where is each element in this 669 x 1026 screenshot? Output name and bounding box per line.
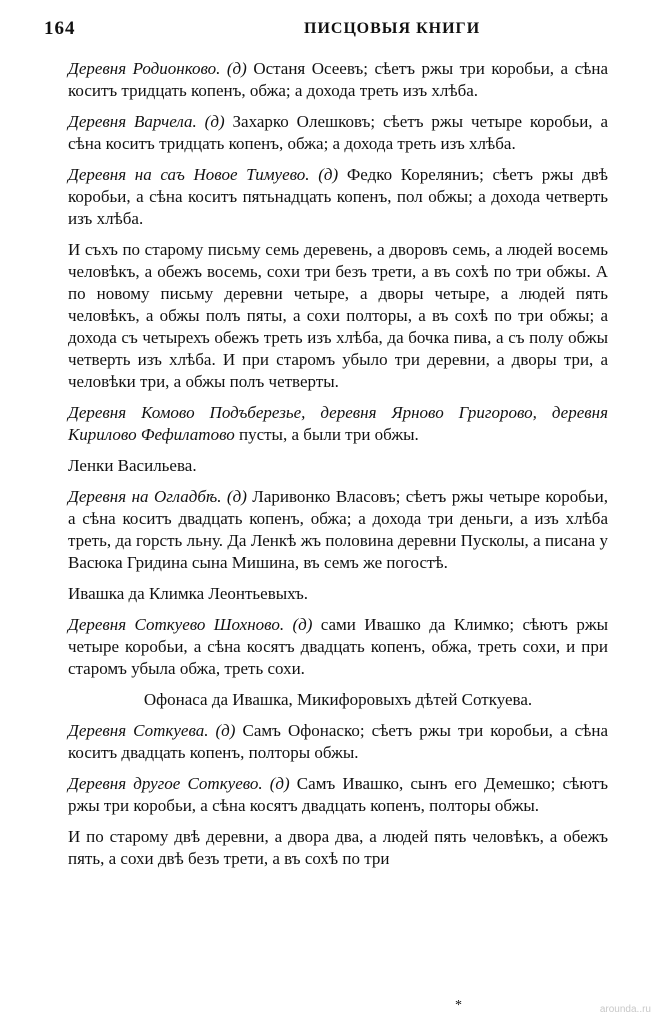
entry-text: Федко Кореляниъ; сѣетъ ржы двѣ коробьи, а сѣна коситъ пятьнадцать копенъ, пол обжы; а дохода четверть изъ хлѣба. <box>68 165 608 228</box>
page-body <box>68 58 608 879</box>
entry-heading: Деревня другое Соткуево. (д) <box>68 774 290 793</box>
entry-rodionkovo <box>68 58 608 102</box>
page-header <box>44 18 625 42</box>
footer-signature-mark: * <box>455 998 462 1013</box>
entry-heading: Деревня Соткуева. (д) <box>68 721 236 740</box>
entry-sotkuevo-shokhnovo <box>68 614 608 680</box>
entry-ogladb <box>68 486 608 574</box>
entry-sotkueva <box>68 720 608 764</box>
entry-empty-villages <box>68 402 608 446</box>
entry-heading: Деревня Родионково. (д) <box>68 59 247 78</box>
running-head: ПИСЦОВЫЯ КНИГИ <box>304 20 481 37</box>
entry-heading: Деревня Комово Подъберезье, деревня Ярново Григорово, деревня Кирилово Фефилатово <box>68 403 608 444</box>
entry-text: Самъ Ивашко, сынъ его Демешко; сѣютъ ржы три коробьи, а сѣна косятъ двадцать копенъ, полторы обжы. <box>68 774 608 815</box>
entry-text: Останя Осеевъ; сѣетъ ржы три коробьи, а сѣна коситъ тридцать копенъ, обжа; а дохода треть изъ хлѣба. <box>68 59 608 100</box>
owner-heading-leontievykh: Ивашка да Климка Леонтьевыхъ. <box>68 584 309 603</box>
entry-heading: Деревня Соткуево Шохново. (д) <box>68 615 313 634</box>
entry-novoe-timuevo <box>68 164 608 230</box>
entry-text: Самъ Офонаско; сѣетъ ржы три коробьи, а сѣна коситъ двадцать копенъ, полторы обжы. <box>68 721 608 762</box>
page-number: 164 <box>44 18 76 39</box>
entry-text: пусты, а были три обжы. <box>234 425 419 444</box>
owner-heading-lenka: Ленки Васильева. <box>68 456 197 475</box>
entry-heading: Деревня на саъ Новое Тимуево. (д) <box>68 165 339 184</box>
entry-heading: Деревня на Огладбѣ. (д) <box>68 487 247 506</box>
entry-heading: Деревня Варчела. (д) <box>68 112 225 131</box>
entry-varchela <box>68 111 608 155</box>
entry-drugoe-sotkuevo <box>68 773 608 817</box>
summary-paragraph-2: И по старому двѣ деревни, а двора два, а людей пять человѣкъ, а обежъ пять, а сохи двѣ безъ трети, а въ сохѣ по три <box>68 827 608 868</box>
owner-heading-sotkueva: Офонаса да Ивашка, Микифоровыхъ дѣтей Соткуева. <box>143 690 533 709</box>
entry-text: Захарко Олешковъ; сѣетъ ржы четыре коробьи, а сѣна коситъ тридцать копенъ, обжа; а дохода треть изъ хлѣба. <box>68 112 608 153</box>
summary-paragraph-1: И съхъ по старому письму семь деревень, а дворовъ семь, а людей восемь человѣкъ, а обежъ восемь, сохи три безъ трети, а въ сохѣ по три обжы. А по новому письму деревни четыре, а дворы четыре, а людей пять человѣкъ, а обжы полъ пяты, а сохи полторы, а въ сохѣ по три обжы; а дохода съ четырехъ обежъ треть изъ хлѣба, да бочка пива, а съ полу обжы четверть изъ хлѣба. И при старомъ убыло три деревни, а дворы три, а человѣки три, а обжы полъ четверты. <box>68 240 608 391</box>
entry-text: Ларивонко Власовъ; сѣетъ ржы четыре коробьи, а сѣна коситъ двадцать копенъ, обжа; а дохода три деньги, а изъ хлѣба треть, да горсть льну. Да Ленкѣ жъ половина деревни Пусколы, а писана у Васюка Гридина сына Мишина, въ семъ же погостѣ. <box>68 487 608 572</box>
entry-text: сами Ивашко да Климко; сѣютъ ржы четыре коробьи, а сѣна косятъ двадцать копенъ, обжа, треть сохи, и при старомъ убыла обжа, треть сохи. <box>68 615 609 678</box>
watermark: arounda..ru <box>599 1004 651 1015</box>
